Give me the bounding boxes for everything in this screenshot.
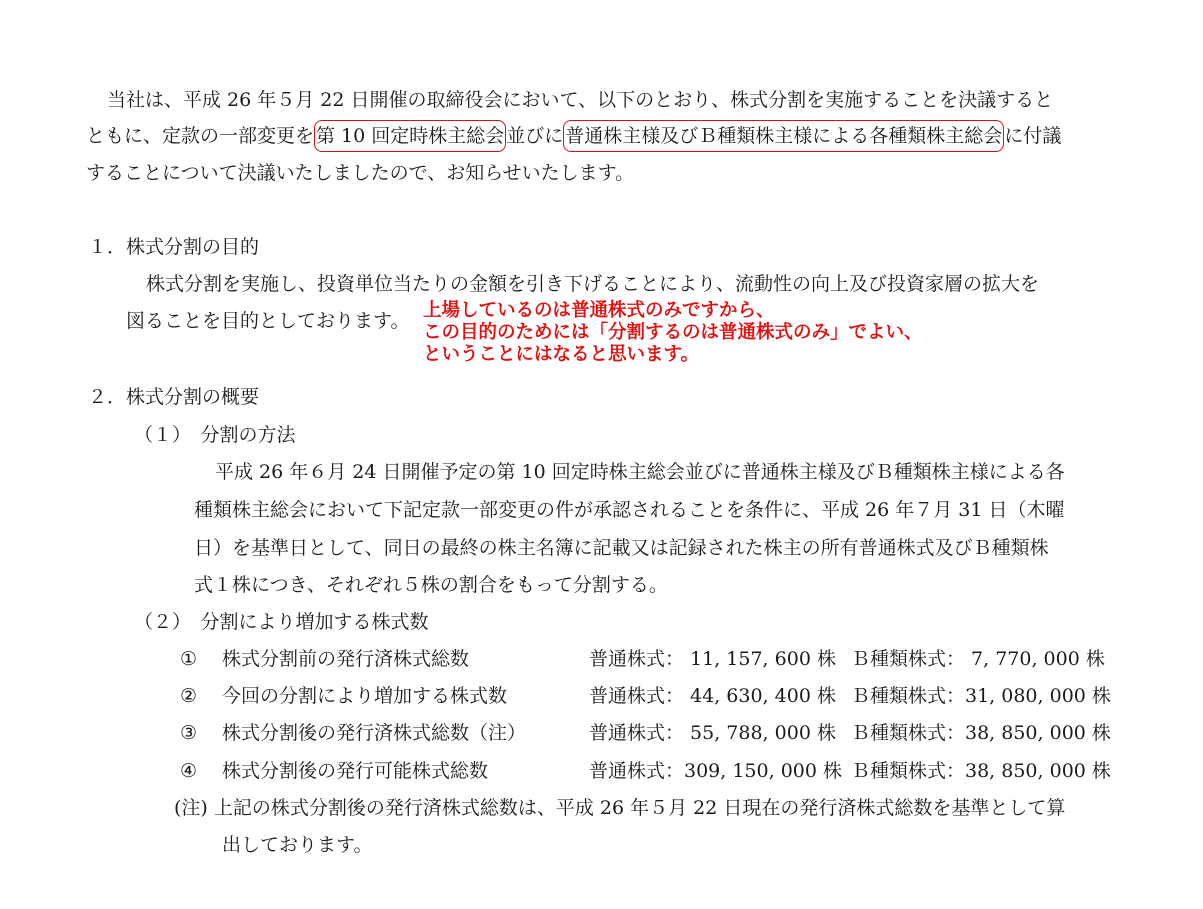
share-row: [0, 687, 1203, 709]
row-common-shares: 普通株式： 55, 788, 000 株: [589, 722, 836, 744]
section2-sub2-heading: （２） 分割により増加する株式数: [134, 611, 429, 633]
footnote-line-1: (注) 上記の株式分割後の発行済株式総数は、平成 26 年５月 22 日現在の発行済株式総数を基準として算: [174, 797, 1066, 819]
share-row: [0, 650, 1203, 672]
row-label: 株式分割後の発行可能株式総数: [222, 760, 489, 782]
intro-line-1: 当社は、平成 26 年５月 22 日開催の取締役会において、以下のとおり、株式分割を実施することを決議すると: [107, 89, 1054, 111]
row-common-shares: 普通株式： 11, 157, 600 株: [589, 648, 836, 670]
highlight-annual-meeting: 第 10 回定時株主総会: [314, 120, 506, 152]
section2-heading: ２．株式分割の概要: [88, 386, 260, 408]
section2-sub1-line-2: 種類株主総会において下記定款一部変更の件が承認されることを条件に、平成 26 年７月 31 日（木曜: [194, 499, 1065, 521]
share-row: [0, 762, 1203, 784]
section2-sub1-line-3: 日）を基準日として、同日の最終の株主名簿に記載又は記録された株主の所有普通株式及びＢ種類株: [194, 537, 1049, 559]
intro-line-2-text-b: 並びに: [506, 125, 564, 147]
row-number: ④: [180, 760, 198, 782]
row-common-shares: 普通株式： 44, 630, 400 株: [589, 685, 836, 707]
annotation-line-3: ということにはなると思います。: [423, 344, 700, 365]
row-label: 今回の分割により増加する株式数: [222, 685, 508, 707]
section1-line-1: 株式分割を実施し、投資単位当たりの金額を引き下げることにより、流動性の向上及び投資家層の拡大を: [146, 273, 1040, 295]
section2-sub1-heading: （１） 分割の方法: [134, 424, 296, 446]
row-b-type-shares: Ｂ種類株式：31, 080, 000 株: [851, 685, 1111, 707]
intro-line-2-text-c: に付議: [1004, 125, 1062, 147]
section1-line-2: 図ることを目的としております。: [126, 310, 410, 332]
section2-sub1-line-4: 式１株につき、それぞれ５株の割合をもって分割する。: [194, 574, 668, 596]
section1-heading: １．株式分割の目的: [88, 236, 260, 258]
row-number: ②: [180, 685, 198, 707]
row-number: ③: [180, 722, 198, 744]
row-label: 株式分割前の発行済株式総数: [222, 648, 470, 670]
row-b-type-shares: Ｂ種類株式： 7, 770, 000 株: [851, 648, 1105, 670]
annotation-note: [423, 300, 923, 366]
highlight-class-meetings: 普通株主様及びＢ種類株主様による各種類株主総会: [563, 120, 1004, 152]
intro-line-3: することについて決議いたしましたので、お知らせいたします。: [86, 162, 635, 184]
row-b-type-shares: Ｂ種類株式：38, 850, 000 株: [851, 760, 1111, 782]
annotation-line-2: この目的のためには「分割するのは普通株式のみ」でよい、: [423, 322, 923, 343]
footnote-line-2: 出しております。: [222, 834, 373, 856]
row-common-shares: 普通株式：309, 150, 000 株: [589, 760, 842, 782]
row-label: 株式分割後の発行済株式総数（注）: [222, 722, 527, 744]
share-row: [0, 724, 1203, 746]
row-number: ①: [180, 648, 198, 670]
annotation-line-1: 上場しているのは普通株式のみですから、: [423, 300, 775, 321]
intro-line-2: [86, 127, 1061, 146]
intro-line-2-text-a: ともに、定款の一部変更を: [86, 125, 315, 147]
row-b-type-shares: Ｂ種類株式：38, 850, 000 株: [851, 722, 1111, 744]
section2-sub1-line-1: 平成 26 年６月 24 日開催予定の第 10 回定時株主総会並びに普通株主様及びＢ種類株主様による各: [215, 461, 1065, 483]
